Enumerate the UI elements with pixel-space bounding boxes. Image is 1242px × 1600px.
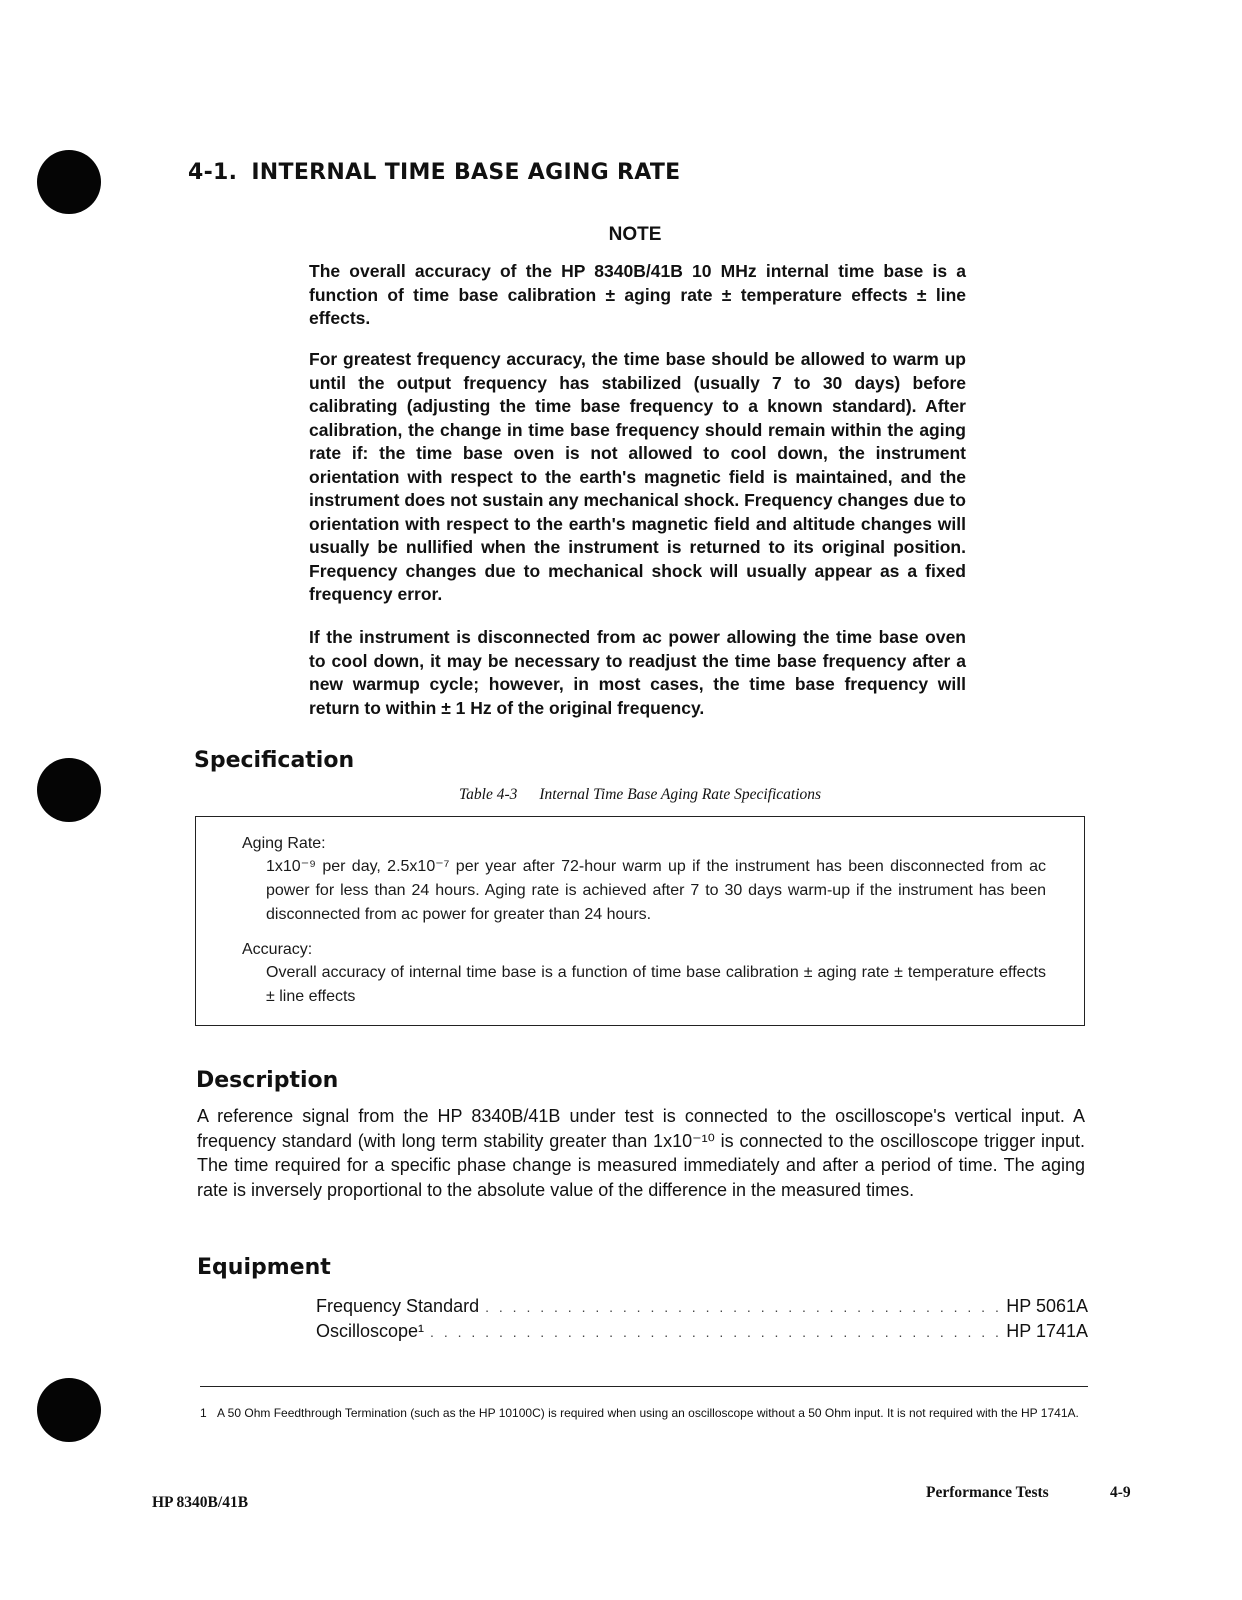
accuracy-label: Accuracy:	[242, 941, 313, 958]
note-paragraph: For greatest frequency accuracy, the time base should be allowed to warm up until the output frequency has stabilized (usually 7 to 30 days) before calibrating (adjusting the time base frequency to a known standard). After calibration, the change in time base frequency should remain within the aging rate if: the time base oven is not allowed to cool down, the instrument orientation with respect to the earth's magnetic field is maintained, and the instrument does not sustain any mechanical shock. Frequency changes due to orientation with respect to the earth's magnetic field and altitude changes will usually be nullified when the instrument is returned to its original position. Frequency changes due to mechanical shock will usually appear as a fixed frequency error.	[309, 349, 966, 604]
footnote	[200, 1404, 1092, 1423]
binder-hole-top	[37, 150, 101, 214]
aging-rate-label: Aging Rate:	[242, 835, 326, 852]
binder-hole-bottom	[37, 1378, 101, 1442]
section-title: INTERNAL TIME BASE AGING RATE	[251, 160, 681, 185]
dot-leader	[430, 1324, 1000, 1340]
equipment-heading: Equipment	[197, 1255, 331, 1280]
section-number: 4-1.	[188, 160, 238, 185]
table-title: Internal Time Base Aging Rate Specifications	[539, 786, 822, 803]
footer-model: HP 8340B/41B	[152, 1494, 249, 1511]
equipment-item	[316, 1296, 1088, 1317]
equipment-name: Oscilloscope¹	[316, 1321, 425, 1341]
footnote-text: A 50 Ohm Feedthrough Termination (such as the HP 10100C) is required when using an oscilloscope without a 50 Ohm input. It is not required with the HP 1741A.	[217, 1406, 1079, 1420]
accuracy-text: Overall accuracy of internal time base is a function of time base calibration ± aging rate ± temperature effects ± line effects	[266, 964, 1046, 1005]
aging-rate-text: 1x10⁻⁹ per day, 2.5x10⁻⁷ per year after 72-hour warm up if the instrument has been disconnected from ac power for less than 24 hours. Aging rate is achieved after 7 to 30 days warm-up if the instrument has been disconnected from ac power for greater than 24 hours.	[266, 858, 1046, 923]
description-heading: Description	[196, 1068, 339, 1093]
equipment-item	[316, 1321, 1088, 1342]
table-caption	[300, 786, 980, 804]
footnote-number: 1	[200, 1406, 207, 1420]
page-number: 4-9	[1110, 1484, 1131, 1501]
description-text: A reference signal from the HP 8340B/41B under test is connected to the oscilloscope's vertical input. A frequency standard (with long term stability greater than 1x10⁻¹⁰ is connected to the oscilloscope trigger input. The time required for a specific phase change is measured immediately and after a period of time. The aging rate is inversely proportional to the absolute value of the difference in the measured times.	[197, 1106, 1085, 1200]
dot-leader	[485, 1299, 1000, 1315]
equipment-model: HP 1741A	[1006, 1321, 1088, 1341]
binder-hole-middle	[37, 758, 101, 822]
note-paragraph: The overall accuracy of the HP 8340B/41B 10 MHz internal time base is a function of time base calibration ± aging rate ± temperature effects ± line effects.	[309, 261, 966, 328]
note-label: NOTE	[608, 224, 662, 245]
note-paragraph: If the instrument is disconnected from ac power allowing the time base oven to cool down, it may be necessary to readjust the time base frequency after a new warmup cycle; however, in most cases, the time base frequency will return to within ± 1 Hz of the original frequency.	[309, 627, 966, 718]
table-number: Table 4-3	[458, 786, 518, 803]
equipment-model: HP 5061A	[1006, 1296, 1088, 1316]
section-heading	[188, 160, 681, 185]
specification-table	[195, 816, 1085, 1026]
footnote-divider	[200, 1386, 1088, 1387]
equipment-name: Frequency Standard	[316, 1296, 480, 1316]
specification-heading: Specification	[194, 748, 355, 773]
footer-section-title: Performance Tests	[926, 1484, 1049, 1501]
